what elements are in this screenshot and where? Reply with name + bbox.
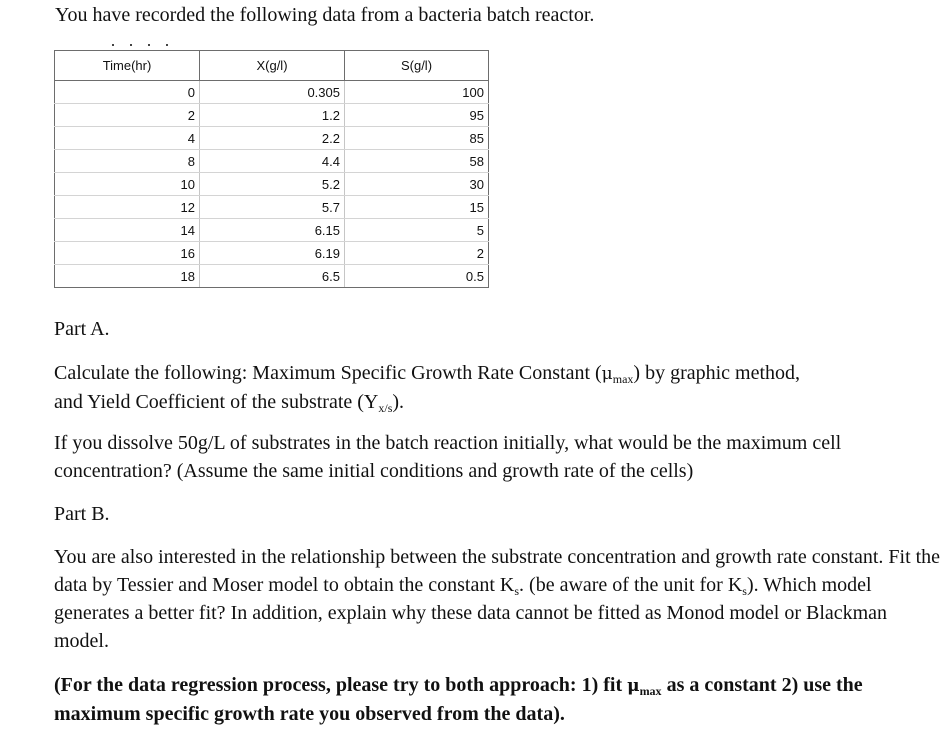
note-text-a: (For the data regression process, please try to both approach: 1) fit [54, 674, 628, 696]
cell-s: 15 [345, 196, 489, 219]
yxs-subscript: x/s [378, 401, 393, 415]
cell-s: 2 [345, 242, 489, 265]
table-header-row [55, 51, 489, 81]
cell-x: 0.305 [200, 81, 345, 104]
note-text-b: as a constant 2) use the maximum specific growth rate you observed from the data). [54, 674, 863, 725]
table-row [55, 242, 489, 265]
part-b-question [54, 543, 942, 655]
header-s: S(g/l) [345, 51, 489, 81]
cell-x: 2.2 [200, 127, 345, 150]
cell-s: 0.5 [345, 265, 489, 288]
max-subscript-2: max [639, 684, 662, 698]
cell-time: 16 [55, 242, 200, 265]
ks-subscript-2: s [742, 584, 747, 598]
cell-time: 12 [55, 196, 200, 219]
regression-note [54, 671, 934, 728]
max-subscript: max [612, 372, 634, 386]
table-row [55, 265, 489, 288]
cell-x: 6.15 [200, 219, 345, 242]
cell-s: 100 [345, 81, 489, 104]
part-a-heading: Part A. [54, 318, 110, 340]
cell-x: 6.5 [200, 265, 345, 288]
ks-subscript: s [514, 584, 520, 598]
cell-x: 6.19 [200, 242, 345, 265]
cell-x: 4.4 [200, 150, 345, 173]
cell-time: 0 [55, 81, 200, 104]
mu-symbol-2: μ [627, 676, 640, 696]
part-a-question-2: If you dissolve 50g/L of substrates in the batch reaction initially, what would be the maximum cell concentration? (Assume the same initial conditions and growth rate of the cells) [54, 432, 842, 482]
data-table [54, 50, 489, 288]
part-b-text-b: . (be aware of the unit for K [519, 574, 743, 596]
cell-time: 8 [55, 150, 200, 173]
cell-time: 18 [55, 265, 200, 288]
part-b-heading: Part B. [54, 503, 110, 525]
cell-x: 5.2 [200, 173, 345, 196]
mu-symbol: μ [601, 364, 613, 384]
cell-time: 2 [55, 104, 200, 127]
intro-text: You have recorded the following data from a bacteria batch reactor. [55, 4, 595, 26]
cell-x: 5.7 [200, 196, 345, 219]
header-time: Time(hr) [55, 51, 200, 81]
cell-time: 4 [55, 127, 200, 150]
part-a-q1-text-c: and Yield Coefficient of the substrate (Y [54, 391, 379, 413]
part-b-text-a: You are also interested in the relationship between the substrate concentration and growth rate constant. Fit the data by Tessier and Moser model to obtain the constant K [54, 546, 941, 596]
cell-x: 1.2 [200, 104, 345, 127]
table-row [55, 127, 489, 150]
table-row [55, 219, 489, 242]
decorative-tick-marks [112, 44, 172, 46]
part-a-question-1 [54, 359, 934, 416]
cell-s: 95 [345, 104, 489, 127]
cell-time: 10 [55, 173, 200, 196]
part-b-text-c: ). Which model generates a better fit? In addition, explain why these data cannot be fitted as Monod model or Blackman model. [54, 574, 888, 652]
part-a-q1-text-b: ) by graphic method, [633, 362, 801, 384]
cell-s: 30 [345, 173, 489, 196]
cell-time: 14 [55, 219, 200, 242]
cell-s: 58 [345, 150, 489, 173]
cell-s: 5 [345, 219, 489, 242]
table-row [55, 150, 489, 173]
part-a-q1-text-a: Calculate the following: Maximum Specific Growth Rate Constant ( [54, 362, 602, 384]
cell-s: 85 [345, 127, 489, 150]
table-row [55, 196, 489, 219]
table-row [55, 81, 489, 104]
table-row [55, 104, 489, 127]
header-x: X(g/l) [200, 51, 345, 81]
part-a-q1-text-d: ). [392, 391, 405, 413]
table-row [55, 173, 489, 196]
